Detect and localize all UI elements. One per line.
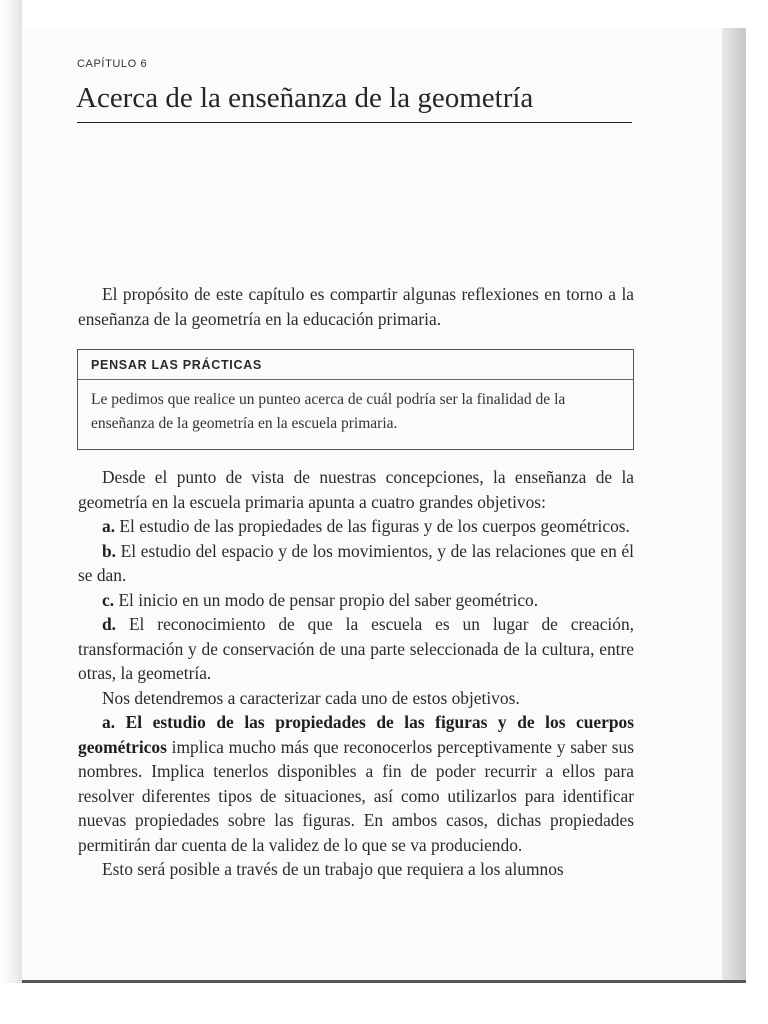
box-header [78, 350, 633, 380]
objective-marker: d. [102, 614, 117, 634]
paragraph-detail: Nos detendremos a caracterizar cada uno de estos objetivos. [102, 687, 520, 708]
pensar-practicas-box [77, 349, 634, 450]
scan-bottom-margin [0, 983, 768, 1024]
book-spine-shadow [722, 28, 746, 982]
box-heading: PENSAR LAS PRÁCTICAS [91, 358, 262, 372]
objective-marker: c. [102, 589, 115, 610]
intro-paragraph: El propósito de este capítulo es compartir algunas reflexiones en torno a la enseñanza de la geometría en la educación primaria. [78, 284, 634, 329]
paragraph-continuation: Esto será posible a través de un trabajo que requiera a los alumnos [102, 859, 564, 879]
title-rule [77, 122, 632, 123]
objective-item-a [78, 514, 634, 539]
objective-text: El estudio del espacio y de los movimientos, y de las relaciones que en él se dan. [78, 540, 634, 585]
paragraph-rest: implica mucho más que reconocerlos perceptivamente y saber sus nombres. Implica tenerlos disponibles a fin de poder recurrir a ellos para resolver diferentes tipos de situaciones, así como utilizarlos para identificar nuevas propiedades sobre las figuras. En ambos casos, dichas propiedades permitirán dar cuenta de la validez de lo que se va produciendo. [78, 736, 634, 855]
objective-text: El inicio en un modo de pensar propio del saber geométrico. [118, 589, 539, 610]
paragraph-bold-lead: El estudio de las propiedades de las figuras y de los cuerpos geométricos [78, 712, 634, 757]
objective-marker: b. [102, 540, 117, 561]
objective-text: El reconocimiento de que la escuela es un lugar de creación, transformación y de conservación de una parte seleccionada de la cultura, entre otras, la geometría. [78, 614, 634, 683]
objective-text: El estudio de las propiedades de las figuras y de los cuerpos geométricos. [119, 516, 630, 536]
objective-item-b [78, 539, 634, 588]
objective-item-d [78, 612, 634, 686]
body-text [78, 465, 634, 882]
scan-left-margin [0, 0, 22, 1024]
objective-marker: a. [102, 516, 116, 536]
box-text: Le pedimos que realice un punteo acerca de cuál podría ser la finalidad de la enseñanza de la geometría en la escuela primaria. [91, 391, 566, 432]
paragraph-objective-a [78, 710, 634, 857]
chapter-title: Acerca de la enseñanza de la geometría [76, 82, 534, 114]
paragraph-objectives: Desde el punto de vista de nuestras concepciones, la enseñanza de la geometría en la escuela primaria apunta a cuatro grandes objetivos: [78, 467, 634, 512]
chapter-label: CAPÍTULO 6 [77, 58, 148, 70]
paragraph-marker: a. [102, 712, 116, 732]
objective-item-c [78, 588, 634, 613]
